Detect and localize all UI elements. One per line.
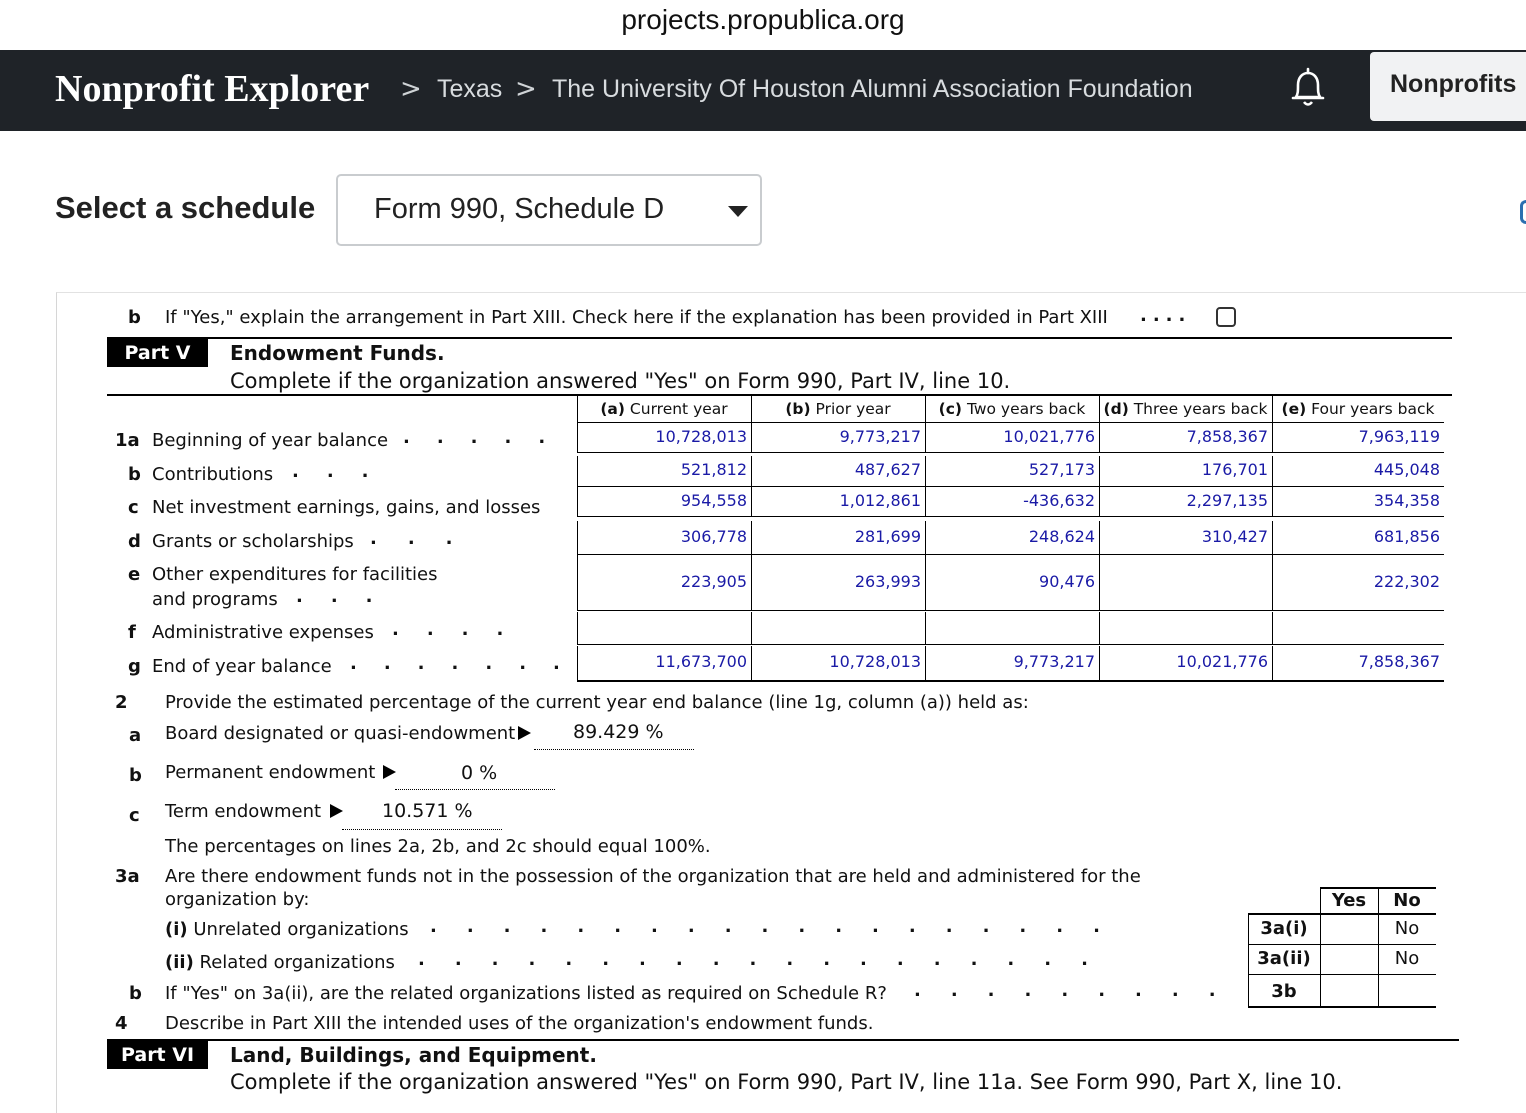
column-letter: (e) <box>1281 400 1307 418</box>
line-2-text: Provide the estimated percentage of the current year end balance (line 1g, column (a)) held as: <box>165 692 1029 713</box>
table-cell: 310,427 <box>1201 527 1268 546</box>
table-cell: 10,728,013 <box>655 427 747 446</box>
leader-dots: .... <box>392 619 532 640</box>
table-rule <box>577 452 1444 453</box>
answer-grid-rule <box>1248 944 1436 945</box>
column-header <box>1099 400 1272 418</box>
breadcrumb-state[interactable]: Texas <box>437 75 503 103</box>
schedule-select[interactable] <box>336 174 762 246</box>
line-number: 3a <box>115 866 140 887</box>
permanent-endowment-value: 0 % <box>461 762 498 784</box>
line-letter: c <box>129 805 140 826</box>
leader-dots: ................... <box>418 949 1118 970</box>
row-number: f <box>128 622 136 643</box>
browser-url-bar[interactable] <box>0 0 1526 50</box>
row-label: Grants or scholarships <box>152 531 354 552</box>
table-cell: 445,048 <box>1373 460 1440 479</box>
column-header <box>751 400 925 418</box>
input-underline <box>342 829 502 830</box>
column-header <box>1272 400 1444 418</box>
column-header <box>925 400 1099 418</box>
row-number: e <box>128 564 141 585</box>
table-cell: 9,773,217 <box>1013 652 1095 671</box>
brand-link[interactable]: Nonprofit Explorer <box>55 68 370 110</box>
board-designated-label: Board designated or quasi-endowment <box>165 723 516 744</box>
table-rule <box>1099 612 1100 644</box>
column-label: Prior year <box>815 400 891 418</box>
table-rule <box>925 396 926 422</box>
table-rule <box>1272 612 1273 644</box>
table-cell: 263,993 <box>854 572 921 591</box>
answer-no: No <box>1394 948 1420 969</box>
answer-no: No <box>1394 918 1420 939</box>
table-cell: 527,173 <box>1028 460 1095 479</box>
column-letter: (d) <box>1103 400 1129 418</box>
table-rule <box>925 612 926 644</box>
column-letter: (b) <box>785 400 811 418</box>
table-cell: 10,021,776 <box>1176 652 1268 671</box>
bell-icon[interactable] <box>1288 67 1328 109</box>
row-label: Net investment earnings, gains, and losses <box>152 497 541 518</box>
table-cell: 7,963,119 <box>1358 427 1440 446</box>
part-vi-tag: Part VI <box>107 1041 208 1069</box>
table-cell: 354,358 <box>1373 491 1440 510</box>
table-rule <box>751 396 752 422</box>
answer-grid-rule <box>1320 887 1321 1006</box>
table-rule <box>577 612 578 644</box>
percentages-note: The percentages on lines 2a, 2b, and 2c should equal 100%. <box>165 836 711 857</box>
arrow-right-icon <box>330 804 343 818</box>
row-label: Beginning of year balance <box>152 430 389 451</box>
nonprofits-button[interactable]: Nonprofits <box>1370 52 1526 121</box>
scroll-edge-indicator <box>1520 200 1526 224</box>
column-letter: (a) <box>600 400 625 418</box>
section-rule <box>107 1039 1459 1041</box>
table-rule <box>577 554 1444 555</box>
table-cell: 223,905 <box>680 572 747 591</box>
table-cell: 10,728,013 <box>829 652 921 671</box>
table-rule <box>577 516 1444 517</box>
table-cell: 681,856 <box>1373 527 1440 546</box>
line-letter: a <box>129 725 142 746</box>
input-underline <box>534 749 694 750</box>
line-tag: (ii) <box>165 952 194 973</box>
column-header <box>577 400 751 418</box>
leader-dots: .... <box>1140 305 1192 326</box>
breadcrumb-organization[interactable]: The University Of Houston Alumni Association Foundation <box>552 75 1193 103</box>
column-letter: (c) <box>938 400 962 418</box>
column-label: Current year <box>629 400 728 418</box>
column-label: Four years back <box>1311 400 1435 418</box>
table-cell: 10,021,776 <box>1003 427 1095 446</box>
table-cell: -436,632 <box>1023 491 1095 510</box>
board-designated-value: 89.429 % <box>573 721 664 743</box>
line-3a-text-continued: organization by: <box>165 889 310 910</box>
leader-dots: ... <box>370 528 484 549</box>
answer-tag: 3a(ii) <box>1257 948 1311 969</box>
row-label: Contributions <box>152 464 274 485</box>
leader-dots: ....... <box>350 653 587 674</box>
unrelated-orgs-label: Unrelated organizations <box>193 919 409 940</box>
permanent-endowment-label: Permanent endowment <box>165 762 376 783</box>
table-cell: 90,476 <box>1039 572 1095 591</box>
row-label-continued: and programs <box>152 589 278 610</box>
unrelated-orgs-line <box>165 919 409 940</box>
table-cell: 954,558 <box>680 491 747 510</box>
leader-dots: ..... <box>403 427 573 448</box>
explanation-checkbox[interactable] <box>1216 307 1236 327</box>
row-label: Other expenditures for facilities <box>152 564 438 585</box>
breadcrumb-separator: > <box>400 74 422 104</box>
line-3b-text: If "Yes" on 3a(ii), are the related organizations listed as required on Schedule R? <box>165 983 887 1004</box>
term-endowment-label: Term endowment <box>165 801 322 822</box>
line-number: 4 <box>115 1013 128 1034</box>
term-endowment-value: 10.571 % <box>382 800 473 822</box>
table-cell: 2,297,135 <box>1186 491 1268 510</box>
column-label: Two years back <box>966 400 1086 418</box>
table-cell: 9,773,217 <box>839 427 921 446</box>
input-underline <box>395 789 555 790</box>
answer-tag: 3a(i) <box>1260 918 1308 939</box>
table-cell: 1,012,861 <box>839 491 921 510</box>
table-cell: 11,673,700 <box>655 652 747 671</box>
line-letter: b <box>129 765 142 786</box>
leader-dots: ......... <box>914 980 1246 1001</box>
part-v-subtitle: Complete if the organization answered "Yes" on Form 990, Part IV, line 10. <box>230 369 1011 393</box>
answer-grid-rule <box>1378 887 1379 1006</box>
row-number: 1a <box>115 430 140 451</box>
table-rule <box>1099 555 1100 610</box>
table-cell: 7,858,367 <box>1186 427 1268 446</box>
section-rule <box>107 337 1452 339</box>
schedule-selected-value: Form 990, Schedule D <box>374 193 665 225</box>
table-rule <box>751 612 752 644</box>
url-text: projects.propublica.org <box>621 4 905 35</box>
table-rule <box>1099 396 1100 422</box>
part-vi-title: Land, Buildings, and Equipment. <box>230 1043 597 1067</box>
table-rule <box>577 610 1444 611</box>
table-rule <box>577 486 1444 487</box>
answer-grid-rule <box>1248 1006 1436 1008</box>
row-number: d <box>128 531 141 552</box>
line-letter: b <box>129 983 142 1004</box>
leader-dots: ... <box>296 586 401 607</box>
row-label: End of year balance <box>152 656 332 677</box>
arrow-right-icon <box>518 726 531 740</box>
line-letter: b <box>128 307 141 328</box>
row-label: Administrative expenses <box>152 622 374 643</box>
table-rule <box>577 422 1444 423</box>
related-orgs-line <box>165 952 395 973</box>
answer-grid-rule <box>1248 913 1436 915</box>
table-rule <box>577 644 1444 645</box>
table-rule <box>1272 396 1273 422</box>
line-3a-text: Are there endowment funds not in the possession of the organization that are held and administered for the <box>165 866 1141 887</box>
table-cell: 487,627 <box>854 460 921 479</box>
column-label: Three years back <box>1133 400 1268 418</box>
line-number: 2 <box>115 692 128 713</box>
line-b-text: If "Yes," explain the arrangement in Part XIII. Check here if the explanation has been provided in Part XIII <box>165 307 1108 328</box>
line-tag: (i) <box>165 919 188 940</box>
answer-tag: 3b <box>1271 981 1297 1002</box>
part-vi-subtitle: Complete if the organization answered "Yes" on Form 990, Part IV, line 11a. See Form 990, Part X, line 10. <box>230 1070 1343 1094</box>
row-number: g <box>128 656 141 677</box>
part-v-tag: Part V <box>107 339 208 367</box>
schedule-label: Select a schedule <box>55 190 316 225</box>
section-rule <box>107 394 1452 396</box>
table-rule <box>577 396 578 422</box>
leader-dots: ................... <box>430 916 1130 937</box>
related-orgs-label: Related organizations <box>199 952 395 973</box>
table-cell: 521,812 <box>680 460 747 479</box>
table-rule <box>577 680 1444 682</box>
table-cell: 248,624 <box>1028 527 1095 546</box>
yes-header: Yes <box>1331 890 1367 911</box>
breadcrumb-separator: > <box>515 74 537 104</box>
table-cell: 222,302 <box>1373 572 1440 591</box>
table-cell: 281,699 <box>854 527 921 546</box>
row-number: b <box>128 464 141 485</box>
arrow-right-icon <box>383 765 396 779</box>
leader-dots: ... <box>292 461 397 482</box>
part-v-title: Endowment Funds. <box>230 341 445 365</box>
table-cell: 176,701 <box>1201 460 1268 479</box>
table-cell: 306,778 <box>680 527 747 546</box>
table-cell: 7,858,367 <box>1358 652 1440 671</box>
no-header: No <box>1393 890 1421 911</box>
row-number: c <box>128 497 139 518</box>
answer-grid-rule <box>1248 974 1436 975</box>
chevron-down-icon <box>728 206 748 217</box>
line-4-text: Describe in Part XIII the intended uses of the organization's endowment funds. <box>165 1013 874 1034</box>
